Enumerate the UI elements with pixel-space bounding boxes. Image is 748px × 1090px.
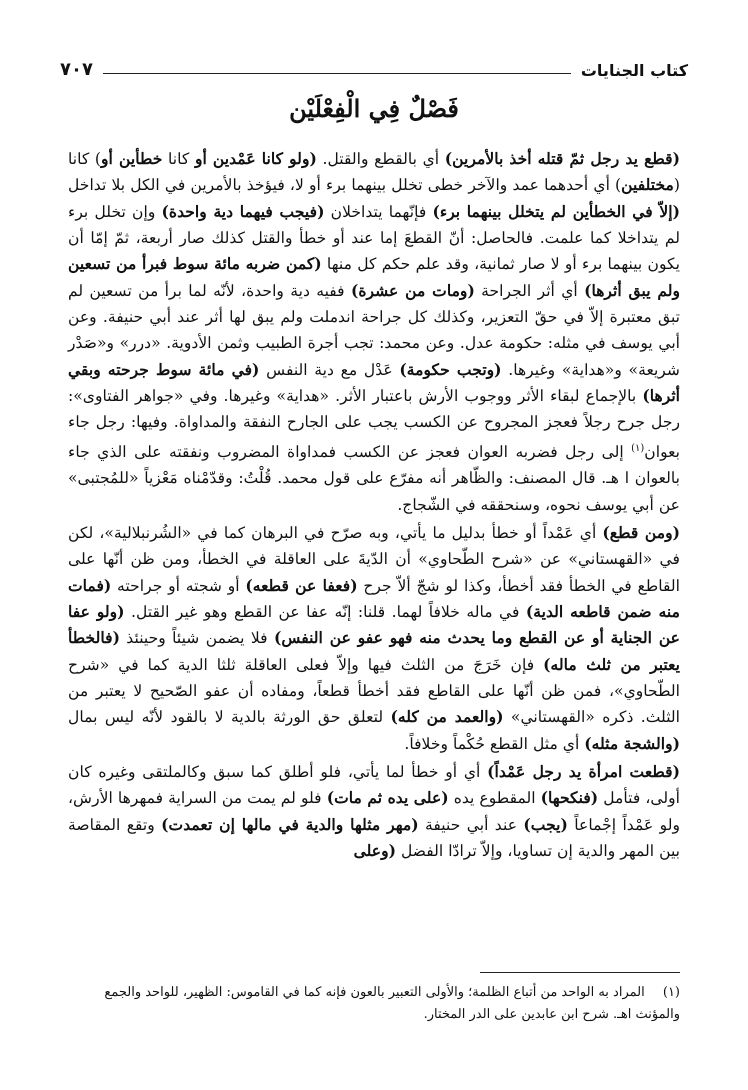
sharh-text: أي بالقطع والقتل. <box>316 150 445 168</box>
footnote <box>68 982 680 1026</box>
paragraph <box>68 759 680 864</box>
matn-text: (فالخطأ يعتبر من ثلث ماله) <box>68 628 680 674</box>
matn-text: (فمات منه ضمن قاطعه الدية) <box>68 575 680 622</box>
matn-text: (فعفا عن قطعه) <box>245 575 358 595</box>
sharh-text: أي أو خطأ لما يأتي، فلو أطلق كما سبق وكالملتقى وغيره كان أولى، فتأمل <box>68 763 680 808</box>
matn-text: مختلفين <box>621 175 674 195</box>
matn-text: (ولو كانا عَمْدين أو <box>194 149 317 168</box>
matn-text: (في مائة سوط جرحته وبقي أثرها) <box>68 359 680 406</box>
sharh-text: في ماله خلافاً لهما. قلنا: إنّه عفا عن القطع وهو غير القتل. <box>124 603 526 622</box>
matn-text: (فيجب فيهما دية واحدة) <box>161 201 325 221</box>
matn-text: (ومن قطع) <box>602 523 681 542</box>
header-rule <box>103 73 571 74</box>
section-title: فَصْلٌ فِي الْفِعْلَيْن <box>289 94 459 123</box>
matn-text: (يجب) <box>523 814 568 834</box>
matn-text: (مهر مثلها والدية في مالها إن تعمدت) <box>161 814 419 834</box>
matn-text: (قطعت امرأة يد رجل عَمْداً) <box>487 762 680 782</box>
sharh-text: أو شجته أو جراحته <box>111 576 246 595</box>
sharh-text: ) أي أحدهما عمد والآخر خطى تخلل بينهما برء أو لا، فيؤخذ بالأمرين في الكل بلا تداخل <box>68 176 622 195</box>
sharh-text: وإن تخلل برء لم يتداخلا كما علمت. فالحاصل: أنّ القطعَ إما عند أو خطأ والقتل كذلك صار أربعة، ثمّ إمّا أن يكون بينهما برء أو لا صار ثمانية، وقد علم حكم كل منها <box>68 202 680 274</box>
matn-text: (والشجة مثله) <box>584 733 680 753</box>
matn-text: (ولو عفا عن الجناية أو عن القطع وما يحدث منه فهو عفو عن النفس) <box>68 602 680 648</box>
sharh-text: المقطوع يده <box>448 789 541 808</box>
paragraph <box>68 146 680 518</box>
footnote-separator <box>480 972 680 973</box>
matn-text: (والعمد من كله) <box>390 707 504 727</box>
sharh-text: أي عَمْداً أو خطأ بدليل ما يأتي، وبه صرّح في البرهان كما في «الشُرنبلالية»، لكن في «القهستاني» عن «شرح الطّحاوي» أن الدّيةَ على العاقلة في الخطأ، ومن ظن أنّها على القاطع في الخطأ فقد أخطأ، وكذا لو شجّ ألاّ جرح <box>68 524 680 595</box>
matn-text: (فنكحها) <box>540 788 599 808</box>
matn-text: (وعلى <box>353 841 396 861</box>
sharh-text: ففيه دية واحدة، لأنّه لما برأ من تسعين لم تبق معتبرة إلاّ في حقّ التعزير، وكذلك كل جراحة اندملت ولم يبق لها أثر عند أبي حنيفة. وعن أبي يوسف في مثله: حكومة عدل. وعن محمد: تجب أجرة الطبيب وثمن الأدوية. «درر» و«صَدْر شريعة» و«هداية» وغيرها. <box>68 281 680 379</box>
page-header <box>60 50 688 80</box>
footnote-marker: (١) <box>631 442 645 454</box>
matn-text: خطأين أو <box>101 149 163 168</box>
sharh-text: ) كانا ( <box>68 150 680 195</box>
sharh-text: فلو لم يمت من السراية فمهرها الأرش، ولو عَمْداً إجْماعاً <box>68 789 681 834</box>
matn-text: (كمن ضربه مائة سوط فبرأ من تسعين ولم يبق أثرها) <box>68 254 680 300</box>
footnote-number: (١) <box>662 985 680 1000</box>
sharh-text: فإنّهما يتداخلان <box>324 202 433 221</box>
paragraph <box>68 520 680 757</box>
matn-text: (ومات من عشرة) <box>350 280 475 300</box>
matn-text: (قطع يد رجل ثمّ قتله أخذ بالأمرين) <box>444 149 680 168</box>
matn-text: (وتجب حكومة) <box>399 359 502 379</box>
sharh-text: أي أثر الجراحة <box>474 281 585 300</box>
sharh-text: كانا <box>162 150 195 168</box>
sharh-text: فلا يضمن شيئاً وحينئذ <box>119 629 274 648</box>
sharh-text: لتعلق حق الورثة بالدية لا بالقود لأنّه ليس بمال <box>68 708 391 727</box>
matn-text: (على يده ثم مات) <box>326 788 449 808</box>
main-text <box>68 146 680 864</box>
sharh-text: بالإجماع لبقاء الأثر ووجوب الأرش باعتبار الأثر. «هداية» وغيرها. وفي «جواهر الفتاوى»: رجل جرح رجلاً فعجز المجروح عن الكسب يجب على الجارح النفقة والمداواة. وفيها: رجل جاء بعوان <box>68 387 680 461</box>
footnote-text: المراد به الواحد من أتباع الظلمة؛ والأولى التعبير بالعون فإنه كما في القاموس: الظهير، للواحد والجمع والمؤنث اهـ. شرح ابن عابدين على الدر المختار. <box>104 985 680 1022</box>
sharh-text: إلى رجل فضربه العوان فعجز عن الكسب فمداواة المضروب ونفقته على الذي جاء بالعوان ا هـ. قال المصنف: والظّاهر أنه مفرّع على قول محمد. قُلْتُ: وقدّمْناه مَعْزياً «للمُجتبى» عن أبي يوسف نحوه، وسنحققه في الشّجاج. <box>68 442 680 514</box>
page-number: ٧٠٧ <box>60 59 93 80</box>
running-title: كتاب الجنايات <box>580 61 688 80</box>
sharh-text: عند أبي حنيفة <box>418 815 524 834</box>
sharh-text: أي مثل القطع حُكْماً وخلافاً. <box>404 734 585 753</box>
sharh-text: وتقع المقاصة بين المهر والدية إن تساويا، وإلاّ ترادّا الفضل <box>68 815 680 861</box>
sharh-text: عَدْل مع دية النفس <box>259 360 400 379</box>
matn-text: (إلاّ في الخطأين لم يتخلل بينهما برء) <box>432 201 680 221</box>
sharh-text: فإن خَرَجَ من الثلث فيها وإلاّ فعلى العاقلة ثلثا الدية كما في «شرح الطّحاوي»، فمن ظن أنّها على القاطع فقد أخطأ قطعاً، ومفاده أن عفو الصّحيح لا يعتبر من الثلث. ذكره «القهستاني» <box>68 655 681 727</box>
